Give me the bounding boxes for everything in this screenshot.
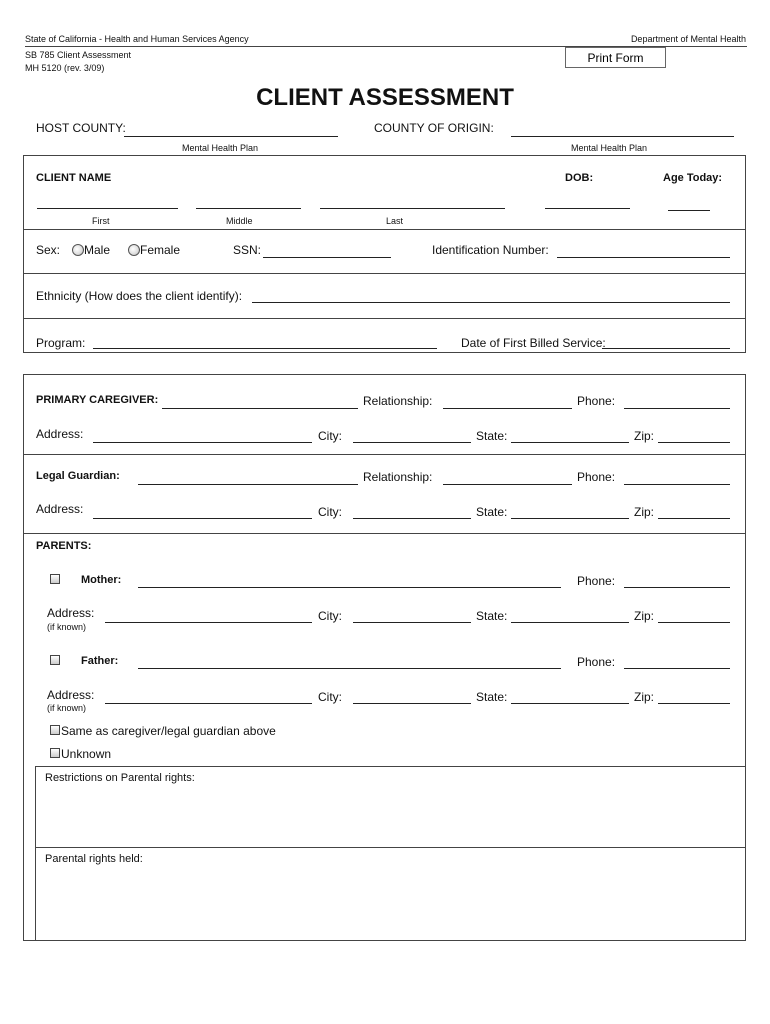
caregiver-city-field[interactable] xyxy=(353,442,471,443)
mother-address-label: Address: xyxy=(47,606,95,620)
father-city-field[interactable] xyxy=(353,703,471,704)
father-state-label: State: xyxy=(476,690,508,704)
guardian-city-label: City: xyxy=(318,505,342,519)
last-caption: Last xyxy=(386,216,404,226)
father-city-label: City: xyxy=(318,690,342,704)
restrictions-field[interactable] xyxy=(37,788,743,844)
father-zip-label: Zip: xyxy=(634,690,655,704)
caregiver-zip-label: Zip: xyxy=(634,429,655,443)
mother-zip-label: Zip: xyxy=(634,609,655,623)
guardian-city-field[interactable] xyxy=(353,518,471,519)
mother-city-field[interactable] xyxy=(353,622,471,623)
mother-address-field[interactable] xyxy=(105,622,312,623)
caregiver-divider xyxy=(23,454,746,455)
guardian-state-label: State: xyxy=(476,505,508,519)
caregiver-relationship-field[interactable] xyxy=(443,408,572,409)
caregiver-city-label: City: xyxy=(318,429,342,443)
primary-caregiver-label: PRIMARY CAREGIVER: xyxy=(36,394,159,406)
parental-rights-held-label: Parental rights held: xyxy=(45,853,143,865)
father-zip-field[interactable] xyxy=(658,703,730,704)
father-state-field[interactable] xyxy=(511,703,629,704)
caregiver-zip-field[interactable] xyxy=(658,442,730,443)
first-billed-service-field[interactable] xyxy=(602,348,730,349)
parental-rights-divider xyxy=(35,847,746,848)
client-name-label: CLIENT NAME xyxy=(36,172,112,184)
ethnicity-label: Ethnicity (How does the client identify): xyxy=(36,289,243,303)
primary-caregiver-field[interactable] xyxy=(162,408,358,409)
guardian-relationship-field[interactable] xyxy=(443,484,572,485)
form-name: SB 785 Client Assessment xyxy=(25,50,132,60)
age-field[interactable] xyxy=(668,210,710,211)
print-form-button[interactable]: Print Form xyxy=(565,47,666,68)
host-mhp-caption: Mental Health Plan xyxy=(182,143,259,153)
same-as-caregiver-checkbox[interactable] xyxy=(50,725,60,735)
dob-label: DOB: xyxy=(565,172,594,184)
caregiver-state-label: State: xyxy=(476,429,508,443)
father-if-known: (if known) xyxy=(47,703,87,713)
county-of-origin-label: COUNTY OF ORIGIN: xyxy=(374,121,494,135)
age-today-label: Age Today: xyxy=(663,172,723,184)
mother-label: Mother: xyxy=(81,574,122,586)
mother-zip-field[interactable] xyxy=(658,622,730,623)
father-address-label: Address: xyxy=(47,688,95,702)
legal-guardian-label: Legal Guardian: xyxy=(36,470,120,482)
caregiver-address-label: Address: xyxy=(36,427,84,441)
mother-phone-field[interactable] xyxy=(624,587,730,588)
guardian-zip-label: Zip: xyxy=(634,505,655,519)
caregiver-address-field[interactable] xyxy=(93,442,312,443)
middle-caption: Middle xyxy=(226,216,253,226)
caregiver-phone-label: Phone: xyxy=(577,394,616,408)
female-label: Female xyxy=(140,243,181,257)
guardian-state-field[interactable] xyxy=(511,518,629,519)
client-divider-1 xyxy=(23,229,746,230)
host-county-field[interactable] xyxy=(124,136,338,137)
guardian-divider xyxy=(23,533,746,534)
identification-number-field[interactable] xyxy=(557,257,730,258)
client-divider-2 xyxy=(23,273,746,274)
middle-name-field[interactable] xyxy=(196,208,301,209)
mother-city-label: City: xyxy=(318,609,342,623)
mother-state-field[interactable] xyxy=(511,622,629,623)
mother-checkbox[interactable] xyxy=(50,574,60,584)
caregiver-relationship-label: Relationship: xyxy=(363,394,433,408)
guardian-address-field[interactable] xyxy=(93,518,312,519)
form-revision: MH 5120 (rev. 3/09) xyxy=(25,63,105,73)
unknown-label: Unknown xyxy=(61,747,112,761)
origin-mhp-caption: Mental Health Plan xyxy=(571,143,648,153)
mother-name-field[interactable] xyxy=(138,587,561,588)
parental-rights-held-field[interactable] xyxy=(37,868,743,938)
father-phone-label: Phone: xyxy=(577,655,616,669)
male-radio[interactable] xyxy=(72,244,84,256)
parents-heading: PARENTS: xyxy=(36,540,92,552)
first-billed-service-label: Date of First Billed Service: xyxy=(461,336,606,350)
host-county-label: HOST COUNTY: xyxy=(36,121,126,135)
father-phone-field[interactable] xyxy=(624,668,730,669)
program-label: Program: xyxy=(36,336,86,350)
unknown-checkbox[interactable] xyxy=(50,748,60,758)
same-as-caregiver-label: Same as caregiver/legal guardian above xyxy=(61,724,276,738)
dob-field[interactable] xyxy=(545,208,630,209)
caregiver-state-field[interactable] xyxy=(511,442,629,443)
first-name-field[interactable] xyxy=(37,208,178,209)
ssn-label: SSN: xyxy=(233,243,262,257)
page-title: CLIENT ASSESSMENT xyxy=(256,84,514,111)
agency-text: State of California - Health and Human Services Agency xyxy=(25,34,249,44)
county-of-origin-field[interactable] xyxy=(511,136,734,137)
father-address-field[interactable] xyxy=(105,703,312,704)
department-text: Department of Mental Health xyxy=(630,34,746,44)
identification-number-label: Identification Number: xyxy=(432,243,549,257)
ssn-field[interactable] xyxy=(263,257,391,258)
guardian-phone-label: Phone: xyxy=(577,470,616,484)
mother-phone-label: Phone: xyxy=(577,574,616,588)
ethnicity-field[interactable] xyxy=(252,302,730,303)
mother-state-label: State: xyxy=(476,609,508,623)
father-checkbox[interactable] xyxy=(50,655,60,665)
mother-if-known: (if known) xyxy=(47,622,87,632)
client-divider-3 xyxy=(23,318,746,319)
father-name-field[interactable] xyxy=(138,668,561,669)
caregiver-phone-field[interactable] xyxy=(624,408,730,409)
last-name-field[interactable] xyxy=(320,208,505,209)
sex-label: Sex: xyxy=(36,243,61,257)
male-label: Male xyxy=(84,243,111,257)
father-label: Father: xyxy=(81,655,119,667)
guardian-zip-field[interactable] xyxy=(658,518,730,519)
legal-guardian-field[interactable] xyxy=(138,484,358,485)
program-field[interactable] xyxy=(93,348,437,349)
female-radio[interactable] xyxy=(128,244,140,256)
restrictions-label: Restrictions on Parental rights: xyxy=(45,772,195,784)
guardian-relationship-label: Relationship: xyxy=(363,470,433,484)
first-caption: First xyxy=(92,216,110,226)
guardian-address-label: Address: xyxy=(36,502,84,516)
guardian-phone-field[interactable] xyxy=(624,484,730,485)
